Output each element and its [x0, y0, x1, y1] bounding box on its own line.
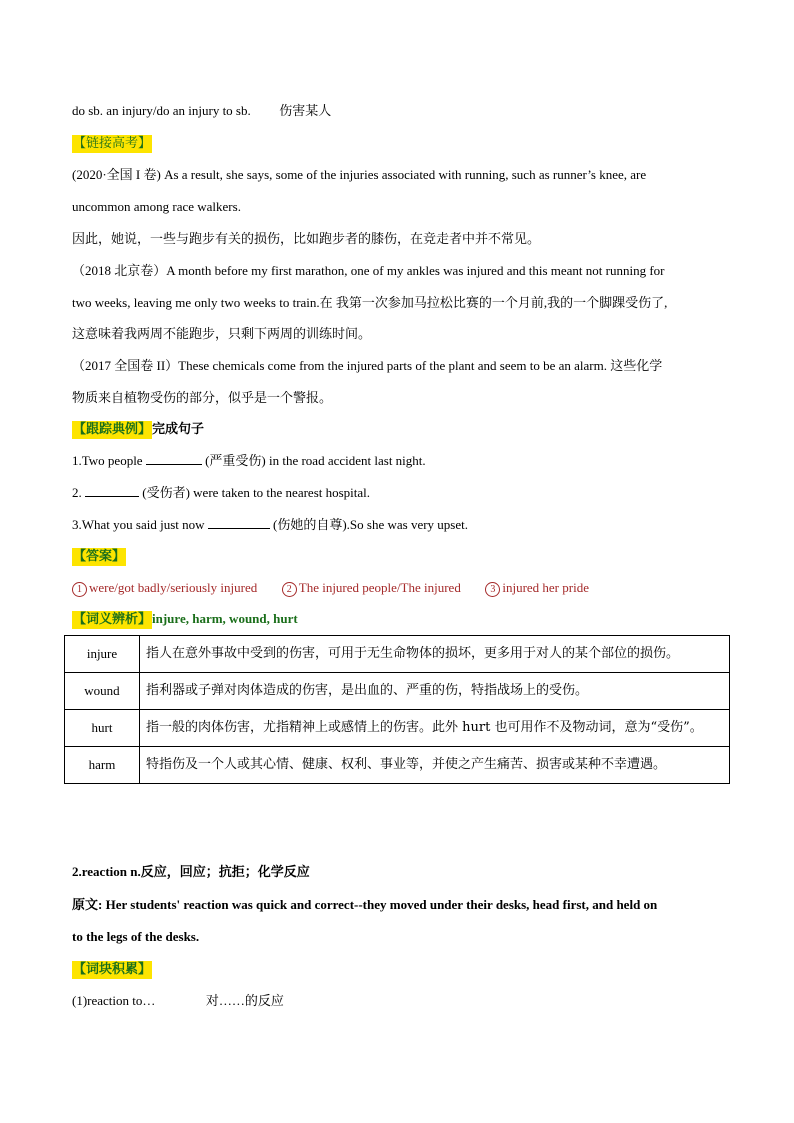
- chunk-1-meaning: 对……的反应: [205, 993, 284, 1008]
- q3-blank: [208, 516, 270, 529]
- word-comparison-table: [64, 635, 730, 784]
- q2-post: (受伤者) were taken to the nearest hospital.: [142, 485, 371, 500]
- answer-tag: 【答案】: [73, 549, 126, 564]
- gaokao-item2-line-c: 这意味着我两周不能跑步，只剩下两周的训练时间。: [72, 326, 372, 341]
- gaokao-tag-line: [72, 134, 152, 153]
- table-word-injure: injure: [65, 636, 140, 673]
- chunk-1: [72, 992, 284, 1010]
- entry2-heading: 2.reaction n.反应，回应；抗拒；化学反应: [72, 864, 310, 879]
- gaokao-item1-line-b: uncommon among race walkers.: [72, 199, 241, 214]
- table-row: [65, 673, 730, 710]
- chunks-tag-line: [72, 960, 152, 979]
- original-text-line-b: to the legs of the desks.: [72, 929, 200, 944]
- gaokao-item1-translation: 因此，她说，一些与跑步有关的损伤，比如跑步者的膝伤，在竞走者中并不常见。: [72, 231, 541, 246]
- gaokao-item1-line-a: (2020·全国 I 卷) As a result, she says, some of the injuries associated with running, such as runner’s knee, are: [72, 167, 647, 182]
- answer-number-1: 1: [72, 582, 87, 597]
- q1-post: (严重受伤) in the road accident last night.: [205, 453, 426, 468]
- examples-instruction: 完成句子: [152, 421, 205, 436]
- table-def-harm: 特指伤及一个人或其心情、健康、权利、事业等，并使之产生痛苦、损害或某种不幸遭遇。: [140, 747, 730, 784]
- q2-pre: 2.: [72, 485, 82, 500]
- q3-pre: 3.What you said just now: [72, 517, 205, 532]
- table-row: [65, 710, 730, 747]
- gaokao-item2-line-a: （2018 北京卷）A month before my first marathon, one of my ankles was injured and this meant not running for: [72, 263, 665, 278]
- answer-1: [72, 580, 257, 595]
- examples-tag: 【跟踪典例】: [73, 422, 152, 437]
- table-word-wound: wound: [65, 673, 140, 710]
- answer-number-3: 3: [485, 582, 500, 597]
- table-word-harm: harm: [65, 747, 140, 784]
- answer-3-text: injured her pride: [502, 580, 589, 595]
- phrase: do sb. an injury/do an injury to sb.: [72, 103, 251, 118]
- original-label: 原文:: [72, 897, 103, 912]
- answer-1-text: were/got badly/seriously injured: [89, 580, 258, 595]
- answer-2-text: The injured people/The injured: [298, 580, 461, 595]
- original-text-a: Her students' reaction was quick and correct--they moved under their desks, head first, and held on: [105, 897, 658, 912]
- analysis-words: injure, harm, wound, hurt: [152, 611, 298, 626]
- table-row: [65, 747, 730, 784]
- q1-pre: 1.Two people: [72, 453, 143, 468]
- chunks-tag: 【词块积累】: [73, 962, 152, 977]
- q2-blank: [85, 484, 139, 497]
- answer-tag-line: [72, 547, 126, 566]
- example-q1: [72, 452, 426, 470]
- answers-line: [72, 579, 589, 597]
- table-def-injure: 指人在意外事故中受到的伤害，可用于无生命物体的损坏，更多用于对人的某个部位的损伤。: [140, 636, 730, 673]
- answer-2: [282, 580, 461, 595]
- phrase-meaning: 伤害某人: [279, 103, 332, 118]
- table-def-wound: 指利器或子弹对肉体造成的伤害，是出血的、严重的伤，特指战场上的受伤。: [140, 673, 730, 710]
- example-q2: [72, 484, 370, 502]
- chunk-1-phrase: (1)reaction to…: [72, 993, 156, 1008]
- q3-post: (伤她的自尊).So she was very upset.: [273, 517, 468, 532]
- phrase-line: [72, 102, 331, 120]
- answer-3: [485, 580, 589, 595]
- original-text-line-a: [72, 896, 657, 914]
- table-word-hurt: hurt: [65, 710, 140, 747]
- gaokao-item3-line-b: 物质来自植物受伤的部分，似乎是一个警报。: [72, 390, 333, 405]
- analysis-heading: [72, 610, 298, 629]
- example-q3: [72, 516, 468, 534]
- gaokao-tag: 【链接高考】: [73, 136, 152, 151]
- analysis-tag: 【词义辨析】: [73, 612, 152, 627]
- gaokao-item2-line-b: two weeks, leaving me only two weeks to train.在 我第一次参加马拉松比赛的一个月前,我的一个脚踝受伤了,: [72, 295, 668, 310]
- answer-number-2: 2: [282, 582, 297, 597]
- q1-blank: [146, 452, 202, 465]
- gaokao-item3-line-a: （2017 全国卷 II）These chemicals come from the injured parts of the plant and seem to be an alarm. 这些化学: [72, 358, 663, 373]
- table-row: [65, 636, 730, 673]
- table-def-hurt: 指一般的肉体伤害，尤指精神上或感情上的伤害。此外 hurt 也可用作不及物动词，意为“受伤”。: [140, 710, 730, 747]
- examples-heading: [72, 420, 204, 439]
